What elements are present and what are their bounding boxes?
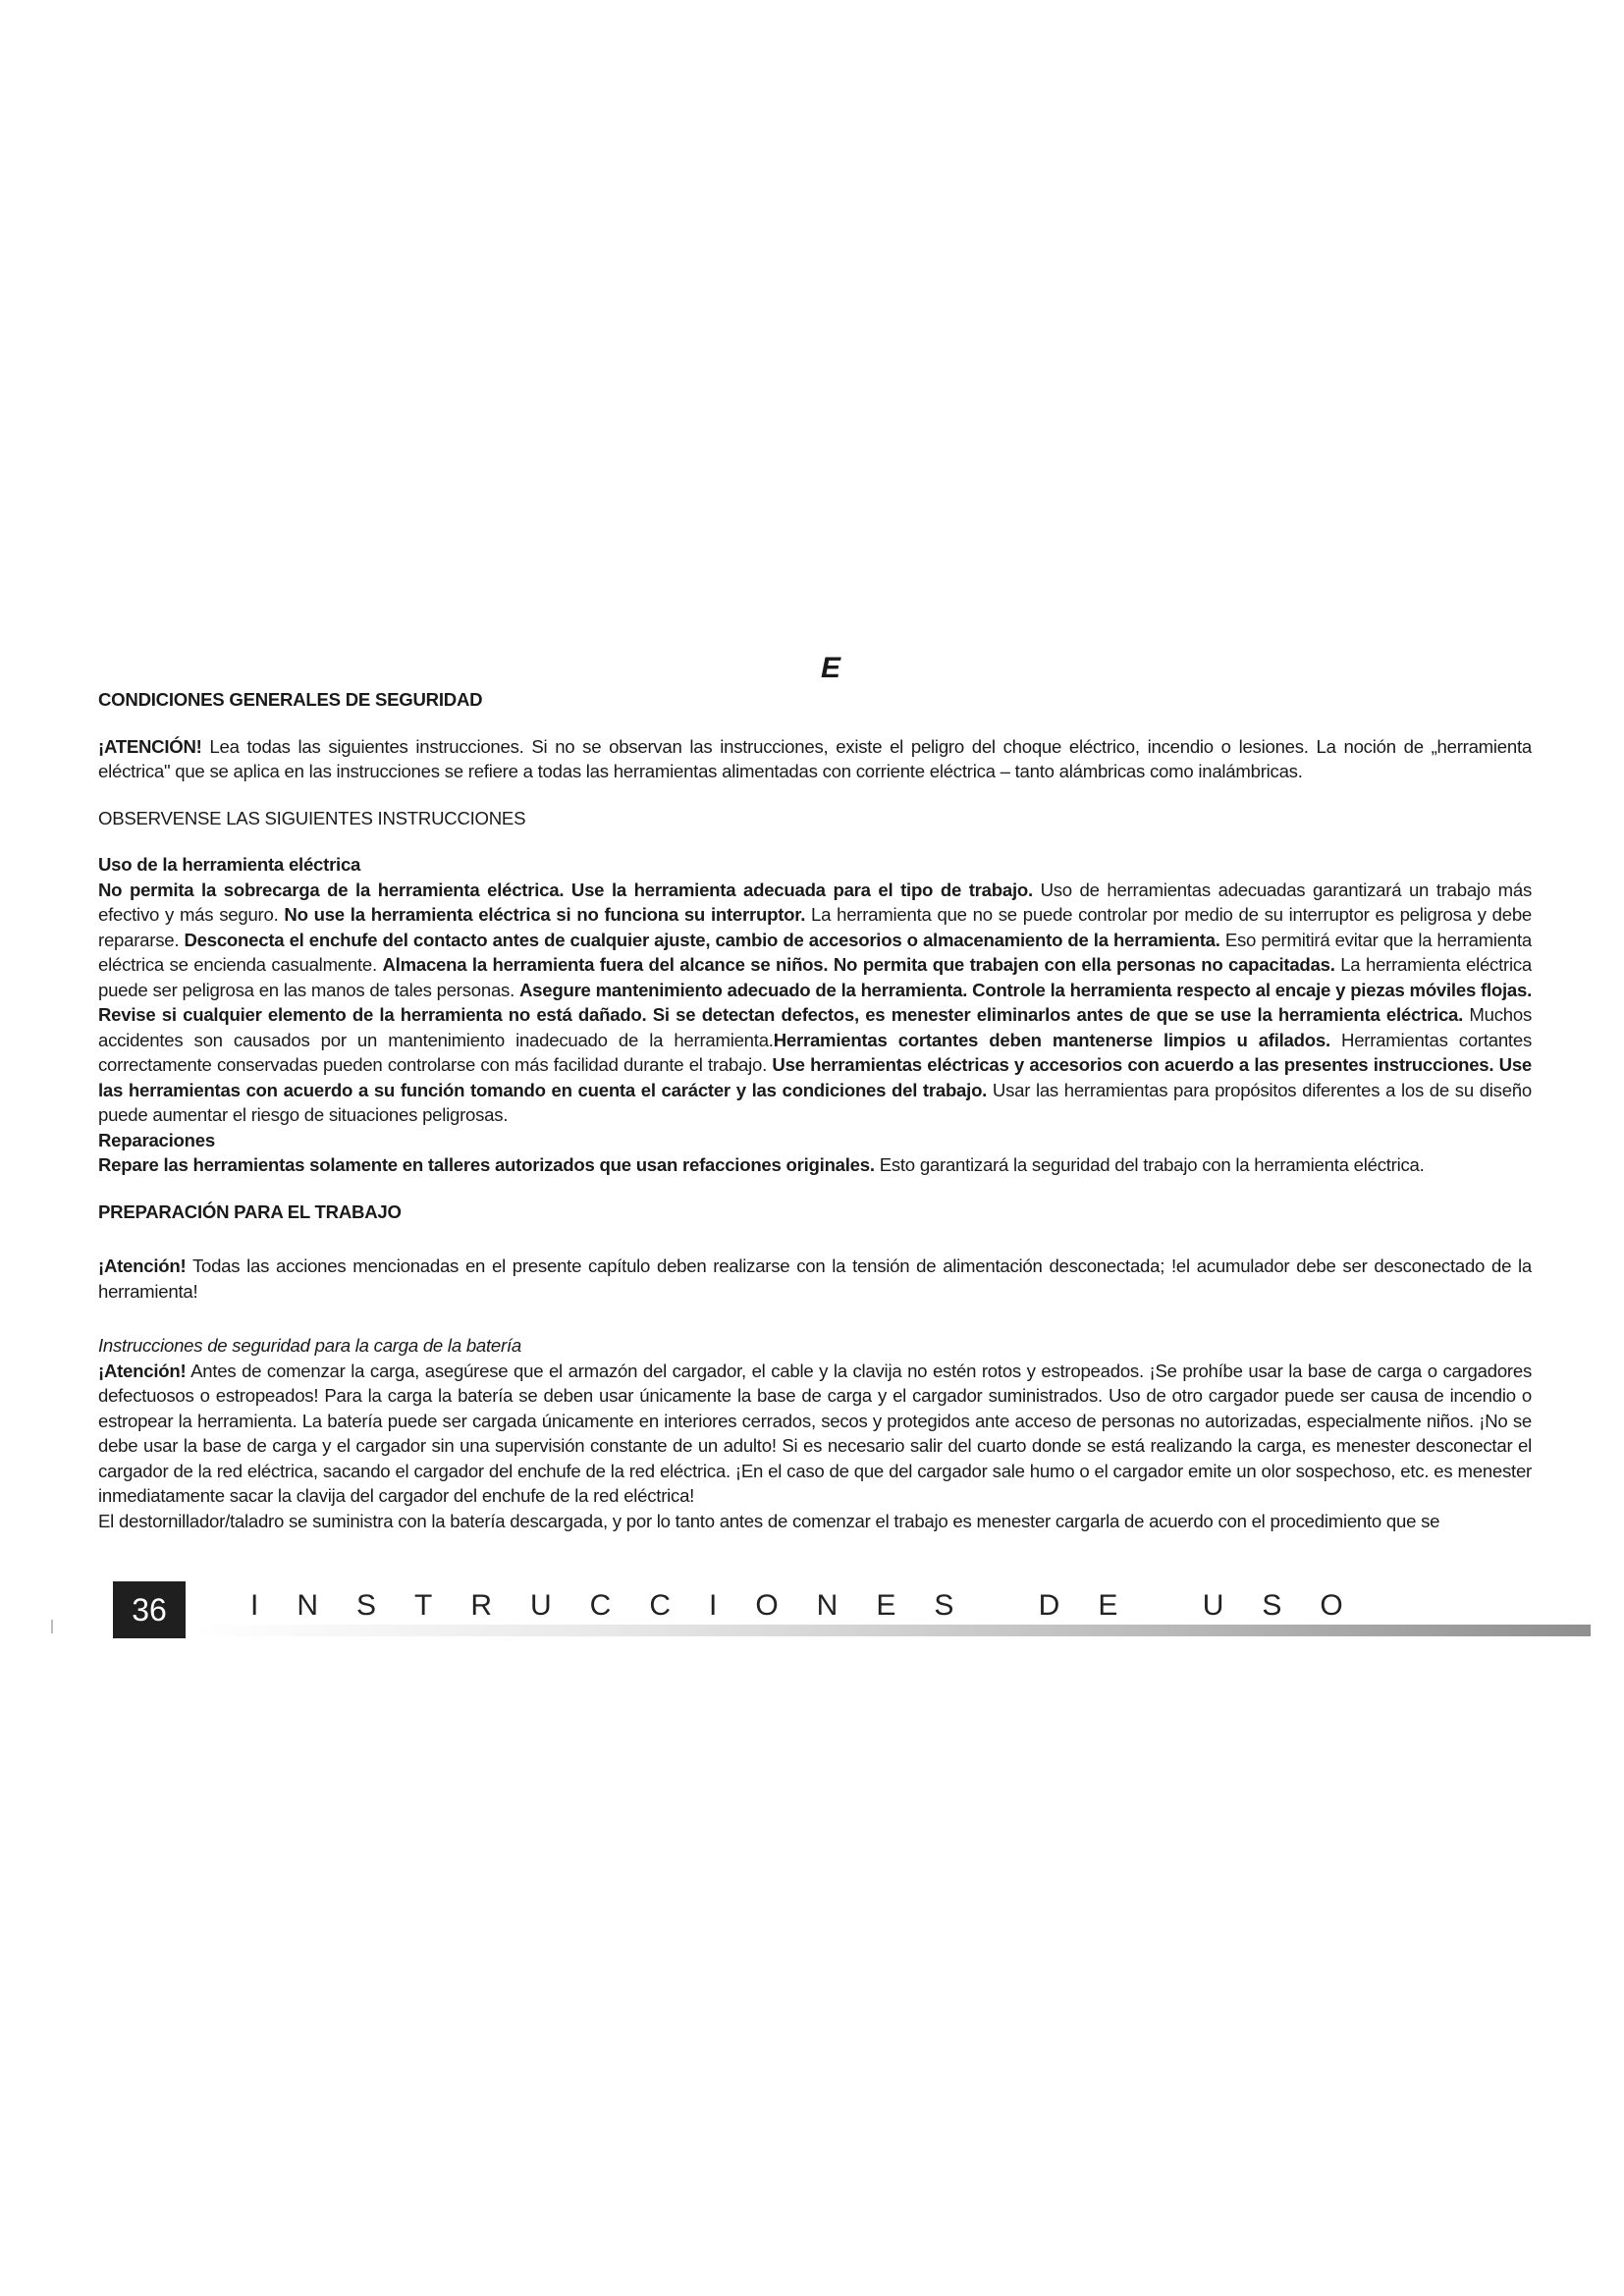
use-text-1: Uso de herramientas adecuadas garantizará un trabajo más efectivo y más seguro. (98, 879, 1532, 925)
page-footer (113, 1581, 1591, 1638)
preparation-paragraph (98, 1254, 1532, 1304)
tool-use-paragraph (98, 878, 1532, 1128)
preparation-heading: PREPARACIÓN PARA EL TRABAJO (98, 1201, 402, 1222)
use-text-4: La herramienta eléctrica puede ser peligrosa en las manos de tales personas. (98, 954, 1532, 1000)
repairs-heading: Reparaciones (98, 1129, 215, 1150)
repairs-paragraph (98, 1152, 1532, 1178)
use-text-6: Herramientas cortantes correctamente conservadas pueden controlarse con más facilidad durante el trabajo. (98, 1029, 1532, 1075)
battery-heading: Instrucciones de seguridad para la carga de la batería (98, 1335, 521, 1356)
use-text-5: Muchos accidentes son causados por un mantenimiento inadecuado de la herramienta. (98, 1004, 1532, 1050)
use-bold-2: No use la herramienta eléctrica si no funciona su interruptor. (284, 904, 806, 925)
battery-attention-label: ¡Atención! (98, 1360, 187, 1381)
footer-title: INSTRUCCIONES DE USO (250, 1589, 1381, 1622)
battery-last-line: El destornillador/taladro se suministra con la batería descargada, y por lo tanto antes de comenzar el trabajo es menester cargarla de acuerdo con el procedimiento que se (98, 1510, 1440, 1531)
use-bold-6: Herramientas cortantes deben mantenerse limpios u afilados. (773, 1029, 1330, 1050)
attention-paragraph (98, 734, 1532, 784)
battery-text: Antes de comenzar la carga, asegúrese que el armazón del cargador, el cable y la clavija no estén rotos y estropeados. ¡Se prohíbe usar la base de carga o cargadores defectuosos o estropeados! Para la carga la batería se deben usar únicamente la base de carga y el cargador suministrados. Uso de otro cargador puede ser causa de incendio o estropear la herramienta. La batería puede ser cargada únicamente en interiores cerrados, secos y protegidos ante acceso de personas no autorizadas, especialmente niños. ¡No se debe usar la base de carga y el cargador sin una supervisión constante de un adulto! Si es necesario salir del cuarto donde se está realizando la carga, es menester desconectar el cargador de la red eléctrica, sacando el cargador del enchufe de la red eléctrica. ¡En el caso de que del cargador sale humo o el cargador emite un olor sospechoso, etc. es menester inmediatamente sacar la clavija del cargador del enchufe de la red eléctrica! (98, 1360, 1532, 1506)
margin-tick (51, 1620, 53, 1633)
use-bold-1: No permita la sobrecarga de la herramienta eléctrica. Use la herramienta adecuada para el tipo de trabajo. (98, 879, 1033, 900)
use-bold-5: Asegure mantenimiento adecuado de la herramienta. Controle la herramienta respecto al encaje y piezas móviles flojas. Revise si cualquier elemento de la herramienta no está dañado. Si se detectan defectos, es menester eliminarlos antes de que se use la herramienta eléctrica. (98, 979, 1532, 1025)
preparation-attention-label: ¡Atención! (98, 1255, 187, 1276)
observe-heading: OBSERVENSE LAS SIGUIENTES INSTRUCCIONES (98, 807, 526, 828)
footer-gradient-stripe (186, 1625, 1591, 1636)
use-bold-4: Almacena la herramienta fuera del alcance se niños. No permita que trabajen con ella personas no capacitadas. (382, 954, 1335, 975)
document-body (98, 687, 1532, 1533)
use-text-7: Usar las herramientas para propósitos diferentes a los de su diseño puede aumentar el riesgo de situaciones peligrosas. (98, 1079, 1532, 1125)
use-bold-3: Desconecta el enchufe del contacto antes de cualquier ajuste, cambio de accesorios o almacenamiento de la herramienta. (184, 929, 1220, 950)
battery-paragraph (98, 1359, 1532, 1509)
page-number: 36 (113, 1581, 186, 1638)
general-safety-heading: CONDICIONES GENERALES DE SEGURIDAD (98, 689, 483, 710)
use-text-3: Eso permitirá evitar que la herramienta eléctrica se encienda casualmente. (98, 929, 1532, 975)
repairs-bold: Repare las herramientas solamente en talleres autorizados que usan refacciones originales. (98, 1154, 875, 1175)
repairs-text: Esto garantizará la seguridad del trabajo con la herramienta eléctrica. (874, 1154, 1425, 1175)
use-text-2: La herramienta que no se puede controlar por medio de su interruptor es peligrosa y debe repararse. (98, 904, 1533, 950)
preparation-text: Todas las acciones mencionadas en el presente capítulo deben realizarse con la tensión de alimentación desconectada; !el acumulador debe ser desconectado de la herramienta! (98, 1255, 1532, 1302)
attention-label: ¡ATENCIÓN! (98, 735, 202, 757)
section-language-letter: E (821, 652, 841, 684)
attention-text: Lea todas las siguientes instrucciones. Si no se observan las instrucciones, existe el peligro del choque eléctrico, incendio o lesiones. La noción de „herramienta eléctrica" que se aplica en las instrucciones se refiere a todas las herramientas alimentadas con corriente eléctrica – tanto alámbricas como inalámbricas. (98, 735, 1532, 781)
tool-use-heading: Uso de la herramienta eléctrica (98, 854, 361, 875)
use-bold-7: Use herramientas eléctricas y accesorios con acuerdo a las presentes instrucciones. Use las herramientas con acuerdo a su función tomando en cuenta el carácter y las condiciones del trabajo. (98, 1054, 1532, 1100)
